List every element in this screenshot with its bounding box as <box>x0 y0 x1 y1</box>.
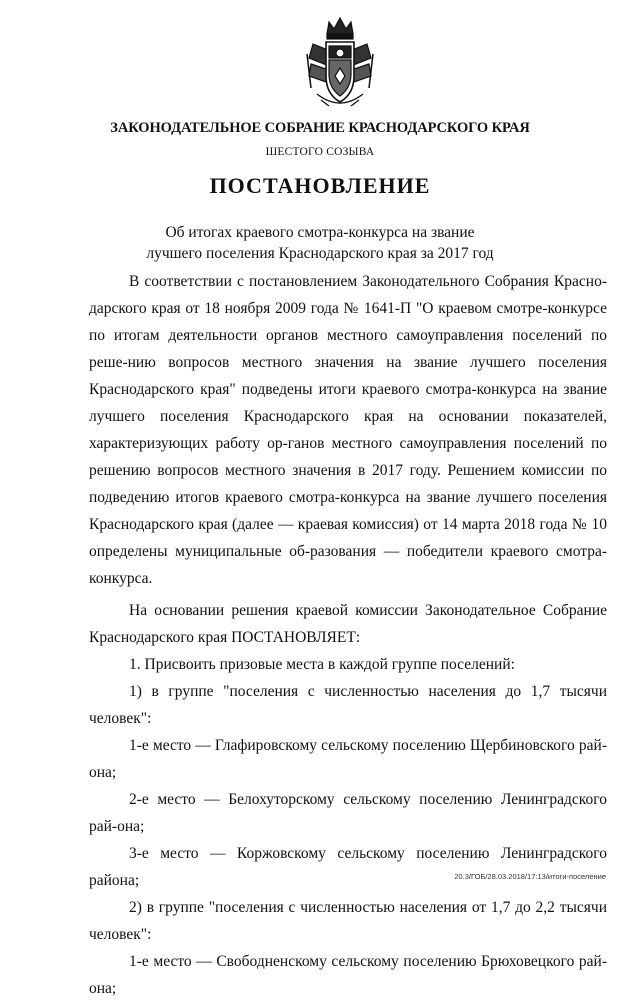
paragraph-place-2: 2-е место — Белохуторскому сельскому поселению Ленинградского рай-она; <box>89 791 607 835</box>
coat-of-arms-icon <box>299 14 381 112</box>
organization-name: ЗАКОНОДАТЕЛЬНОЕ СОБРАНИЕ КРАСНОДАРСКОГО КРАЯ <box>110 120 530 136</box>
paragraph-place-3: 3-е место — Коржовскому сельскому поселению Ленинградского района; <box>89 845 607 889</box>
subject-line: лучшего поселения Краснодарского края за 2017 год <box>146 245 494 262</box>
paragraph-place-1: 1-е место — Глафировскому сельскому поселению Щербиновского рай-она; <box>89 737 607 781</box>
document-body <box>89 268 607 1002</box>
paragraph-item-1: 1. Присвоить призовые места в каждой группе поселений: <box>129 656 515 673</box>
paragraph-resolution: На основании решения краевой комиссии Законодательное Собрание Краснодарского края ПОСТАНОВЛЯЕТ: <box>89 602 607 646</box>
paragraph-place-1-group-2: 1-е место — Свободненскому сельскому поселению Брюховецкого рай-она; <box>89 953 607 997</box>
subject-line: Об итогах краевого смотра-конкурса на звание <box>165 224 475 241</box>
paragraph-group-1: 1) в группе "поселения с численностью населения до 1,7 тысячи человек": <box>89 683 607 727</box>
document-title: ПОСТАНОВЛЕНИЕ <box>209 173 431 198</box>
file-stamp: 20.3/ГОБ/28.03.2018/17:13/итоги-поселение <box>454 872 606 881</box>
paragraph-group-2: 2) в группе "поселения с численностью населения от 1,7 до 2,2 тысячи человек": <box>89 899 607 943</box>
document-subject <box>0 222 640 264</box>
convocation-label: ШЕСТОГО СОЗЫВА <box>265 146 375 158</box>
paragraph-preamble: В соответствии с постановлением Законодательного Собрания Красно-дарского края от 18 ноября 2009 года № 1641-П "О краевом смотре-конкурсе по итогам деятельности органов местного самоуправления поселений по реше-нию вопросов местного значения на звание лучшего поселения Краснодарского края" подведены итоги краевого смотра-конкурса на звание лучшего поселения Краснодарского края на основании показателей, характеризующих работу ор-ганов местного самоуправления поселений по решению вопросов местного значения в 2017 году. Решением комиссии по подведению итогов краевого смотра-конкурса на звание лучшего поселения Краснодарского края (далее — краевая комиссия) от 14 марта 2018 года № 10 определены муниципальные об-разования — победители краевого смотра-конкурса. <box>89 273 607 587</box>
